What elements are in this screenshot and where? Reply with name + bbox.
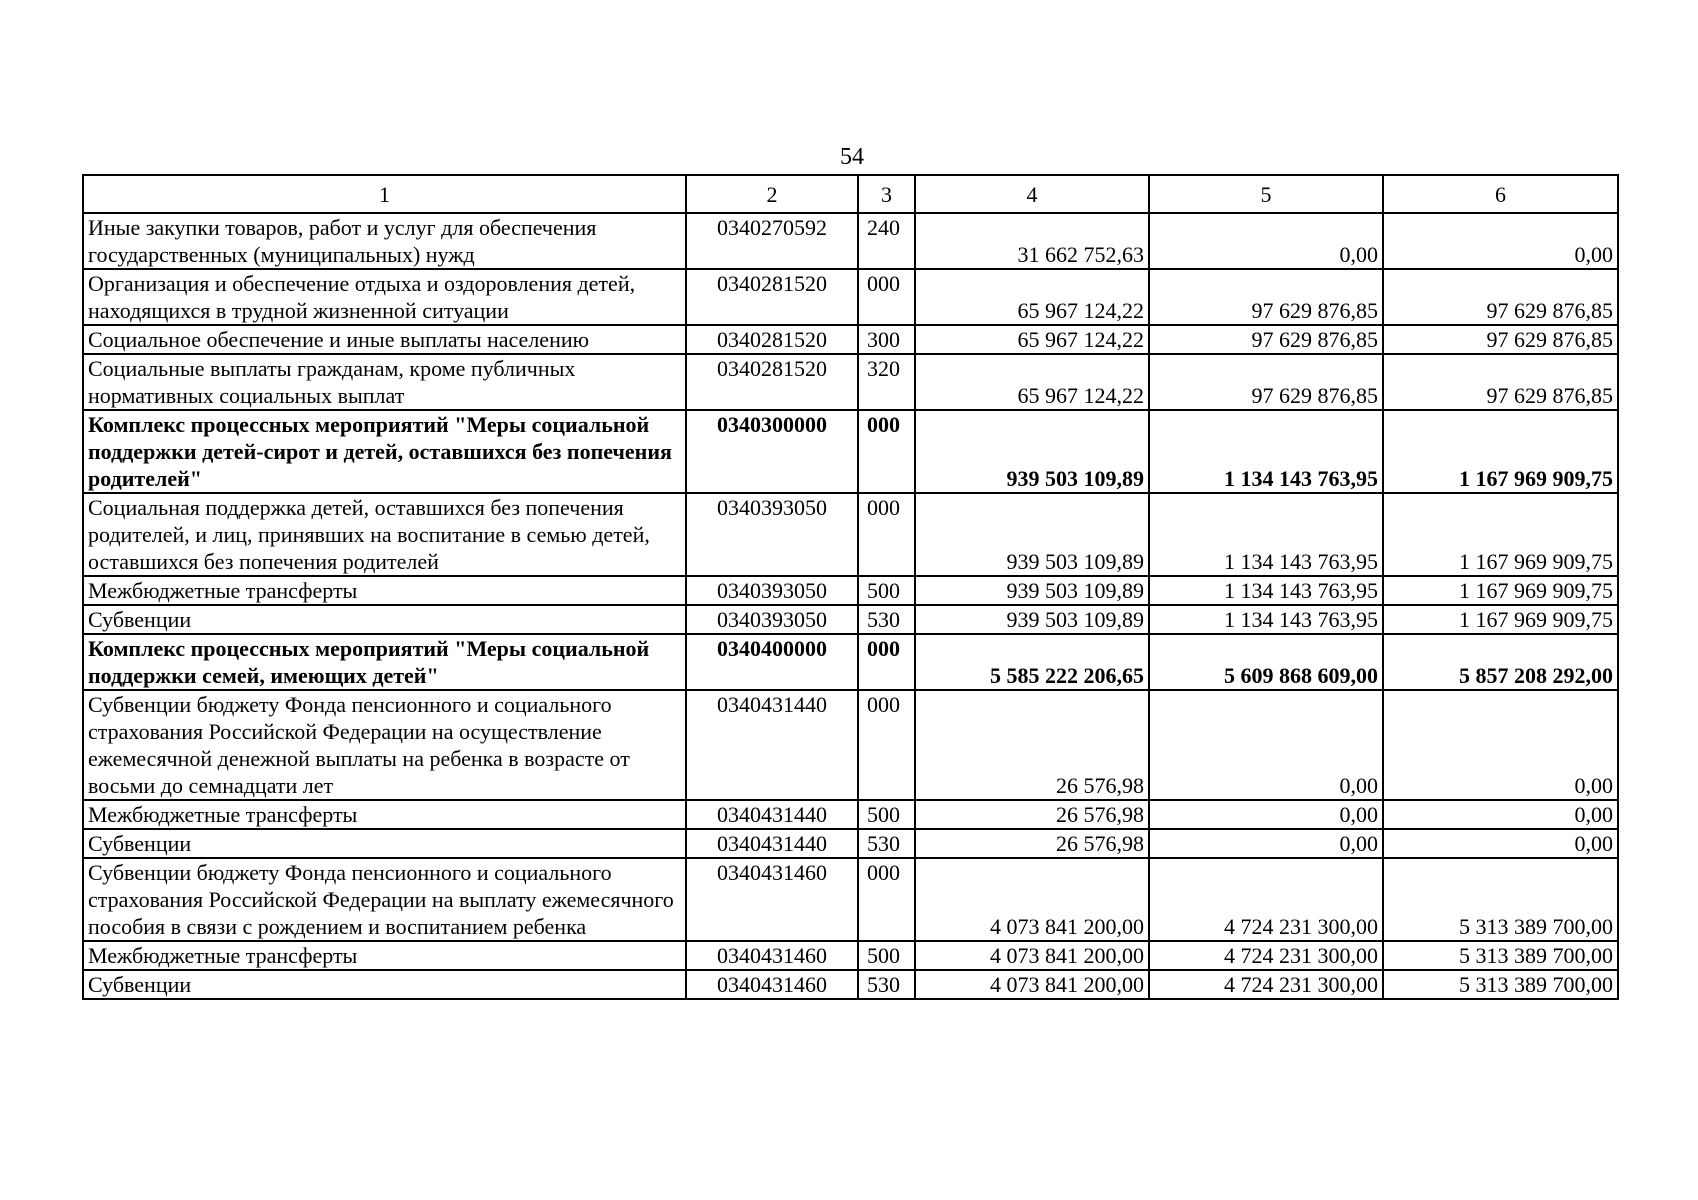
amount-col5-cell: 0,00 — [1149, 829, 1383, 858]
item-name-cell: Иные закупки товаров, работ и услуг для обеспечения государственных (муниципальных) нужд — [83, 213, 686, 269]
table-row — [83, 800, 1618, 829]
amount-col6-cell: 5 857 208 292,00 — [1383, 634, 1618, 690]
expense-type-cell: 500 — [858, 800, 915, 829]
amount-col6-cell: 0,00 — [1383, 800, 1618, 829]
amount-col5-cell: 0,00 — [1149, 800, 1383, 829]
expense-type-cell: 500 — [858, 941, 915, 970]
amount-col5-cell: 1 134 143 763,95 — [1149, 605, 1383, 634]
expense-type-cell: 500 — [858, 576, 915, 605]
target-code-cell: 0340281520 — [686, 269, 858, 325]
target-code-cell: 0340431460 — [686, 941, 858, 970]
amount-col5-cell: 1 134 143 763,95 — [1149, 493, 1383, 576]
amount-col6-cell: 97 629 876,85 — [1383, 269, 1618, 325]
expense-type-cell: 000 — [858, 634, 915, 690]
table-row — [83, 576, 1618, 605]
amount-col6-cell: 5 313 389 700,00 — [1383, 941, 1618, 970]
item-name-cell: Социальные выплаты гражданам, кроме публичных нормативных социальных выплат — [83, 354, 686, 410]
amount-col4-cell: 939 503 109,89 — [915, 605, 1149, 634]
table-row — [83, 829, 1618, 858]
amount-col6-cell: 0,00 — [1383, 213, 1618, 269]
expense-type-cell: 000 — [858, 493, 915, 576]
amount-col6-cell: 1 167 969 909,75 — [1383, 493, 1618, 576]
amount-col4-cell: 939 503 109,89 — [915, 493, 1149, 576]
amount-col5-cell: 1 134 143 763,95 — [1149, 576, 1383, 605]
amount-col5-cell: 4 724 231 300,00 — [1149, 970, 1383, 999]
amount-col6-cell: 0,00 — [1383, 690, 1618, 800]
item-name-cell: Межбюджетные трансферты — [83, 800, 686, 829]
amount-col5-cell: 4 724 231 300,00 — [1149, 941, 1383, 970]
expense-type-cell: 530 — [858, 605, 915, 634]
target-code-cell: 0340431440 — [686, 800, 858, 829]
table-header-row — [83, 175, 1618, 213]
header-cell: 2 — [686, 175, 858, 213]
expense-type-cell: 300 — [858, 325, 915, 354]
amount-col5-cell: 0,00 — [1149, 690, 1383, 800]
amount-col5-cell: 97 629 876,85 — [1149, 269, 1383, 325]
amount-col5-cell: 97 629 876,85 — [1149, 325, 1383, 354]
table-row — [83, 941, 1618, 970]
budget-table — [82, 174, 1619, 1000]
item-name-cell: Субвенции — [83, 970, 686, 999]
amount-col4-cell: 939 503 109,89 — [915, 576, 1149, 605]
target-code-cell: 0340400000 — [686, 634, 858, 690]
amount-col4-cell: 65 967 124,22 — [915, 325, 1149, 354]
item-name-cell: Субвенции бюджету Фонда пенсионного и социального страхования Российской Федерации на выплату ежемесячного пособия в связи с рождением и воспитанием ребенка — [83, 858, 686, 941]
expense-type-cell: 000 — [858, 410, 915, 493]
item-name-cell: Субвенции бюджету Фонда пенсионного и социального страхования Российской Федерации на осуществление ежемесячной денежной выплаты на ребенка в возрасте от восьми до семнадцати лет — [83, 690, 686, 800]
target-code-cell: 0340431440 — [686, 690, 858, 800]
amount-col6-cell: 5 313 389 700,00 — [1383, 970, 1618, 999]
target-code-cell: 0340431460 — [686, 858, 858, 941]
amount-col6-cell: 97 629 876,85 — [1383, 325, 1618, 354]
target-code-cell: 0340393050 — [686, 576, 858, 605]
header-cell: 3 — [858, 175, 915, 213]
amount-col4-cell: 939 503 109,89 — [915, 410, 1149, 493]
item-name-cell: Субвенции — [83, 605, 686, 634]
amount-col4-cell: 65 967 124,22 — [915, 269, 1149, 325]
table-row — [83, 410, 1618, 493]
amount-col4-cell: 26 576,98 — [915, 690, 1149, 800]
item-name-cell: Организация и обеспечение отдыха и оздоровления детей, находящихся в трудной жизненной ситуации — [83, 269, 686, 325]
expense-type-cell: 000 — [858, 858, 915, 941]
amount-col6-cell: 5 313 389 700,00 — [1383, 858, 1618, 941]
table-row — [83, 493, 1618, 576]
item-name-cell: Комплекс процессных мероприятий "Меры социальной поддержки детей-сирот и детей, оставшихся без попечения родителей" — [83, 410, 686, 493]
amount-col4-cell: 5 585 222 206,65 — [915, 634, 1149, 690]
target-code-cell: 0340393050 — [686, 493, 858, 576]
page-number: 54 — [840, 144, 864, 170]
amount-col4-cell: 4 073 841 200,00 — [915, 970, 1149, 999]
header-cell: 4 — [915, 175, 1149, 213]
target-code-cell: 0340393050 — [686, 605, 858, 634]
amount-col4-cell: 26 576,98 — [915, 800, 1149, 829]
amount-col4-cell: 4 073 841 200,00 — [915, 941, 1149, 970]
table-row — [83, 605, 1618, 634]
item-name-cell: Социальная поддержка детей, оставшихся без попечения родителей, и лиц, принявших на воспитание в семью детей, оставшихся без попечения родителей — [83, 493, 686, 576]
amount-col6-cell: 1 167 969 909,75 — [1383, 605, 1618, 634]
item-name-cell: Социальное обеспечение и иные выплаты населению — [83, 325, 686, 354]
item-name-cell: Межбюджетные трансферты — [83, 576, 686, 605]
item-name-cell: Субвенции — [83, 829, 686, 858]
amount-col5-cell: 4 724 231 300,00 — [1149, 858, 1383, 941]
expense-type-cell: 530 — [858, 970, 915, 999]
header-cell: 6 — [1383, 175, 1618, 213]
target-code-cell: 0340270592 — [686, 213, 858, 269]
amount-col4-cell: 31 662 752,63 — [915, 213, 1149, 269]
item-name-cell: Межбюджетные трансферты — [83, 941, 686, 970]
target-code-cell: 0340281520 — [686, 354, 858, 410]
amount-col5-cell: 97 629 876,85 — [1149, 354, 1383, 410]
header-cell: 1 — [83, 175, 686, 213]
amount-col5-cell: 0,00 — [1149, 213, 1383, 269]
target-code-cell: 0340300000 — [686, 410, 858, 493]
header-cell: 5 — [1149, 175, 1383, 213]
table-row — [83, 213, 1618, 269]
amount-col4-cell: 4 073 841 200,00 — [915, 858, 1149, 941]
expense-type-cell: 320 — [858, 354, 915, 410]
amount-col6-cell: 1 167 969 909,75 — [1383, 576, 1618, 605]
item-name-cell: Комплекс процессных мероприятий "Меры социальной поддержки семей, имеющих детей" — [83, 634, 686, 690]
table-row — [83, 634, 1618, 690]
amount-col5-cell: 5 609 868 609,00 — [1149, 634, 1383, 690]
expense-type-cell: 240 — [858, 213, 915, 269]
table-row — [83, 970, 1618, 999]
table-row — [83, 354, 1618, 410]
table-row — [83, 858, 1618, 941]
amount-col6-cell: 97 629 876,85 — [1383, 354, 1618, 410]
target-code-cell: 0340431440 — [686, 829, 858, 858]
amount-col4-cell: 26 576,98 — [915, 829, 1149, 858]
table-row — [83, 325, 1618, 354]
target-code-cell: 0340431460 — [686, 970, 858, 999]
expense-type-cell: 000 — [858, 269, 915, 325]
amount-col5-cell: 1 134 143 763,95 — [1149, 410, 1383, 493]
table-row — [83, 269, 1618, 325]
amount-col6-cell: 0,00 — [1383, 829, 1618, 858]
table-row — [83, 690, 1618, 800]
amount-col6-cell: 1 167 969 909,75 — [1383, 410, 1618, 493]
expense-type-cell: 530 — [858, 829, 915, 858]
expense-type-cell: 000 — [858, 690, 915, 800]
target-code-cell: 0340281520 — [686, 325, 858, 354]
amount-col4-cell: 65 967 124,22 — [915, 354, 1149, 410]
